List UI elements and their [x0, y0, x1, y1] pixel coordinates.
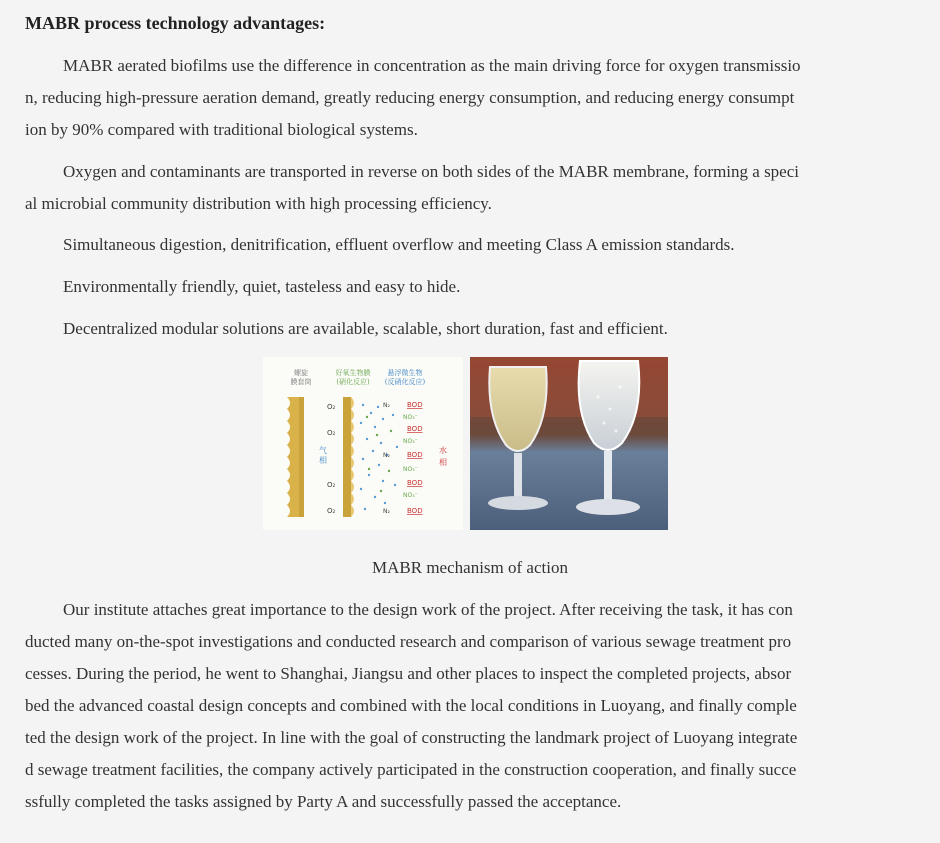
bod-label: BOD: [407, 401, 423, 409]
paragraph-line: al microbial community distribution with high processing efficiency.: [25, 194, 492, 213]
label-col2-line2: (硝化反应): [336, 378, 370, 386]
mabr-mechanism-diagram: [263, 357, 463, 530]
label-col3-line1: 悬浮微生物: [387, 369, 423, 377]
gas-phase-label-2: 相: [319, 456, 327, 465]
o2-label: O₂: [327, 507, 336, 515]
bod-label: BOD: [407, 479, 423, 487]
n2-label: N₂: [383, 402, 390, 409]
paragraph-line: n, reducing high-pressure aeration demand, greatly reducing energy consumption, and reducing energy consumpt: [25, 88, 795, 107]
photo-svg: [470, 357, 668, 530]
murky-glass-stem: [514, 453, 522, 499]
no3-label: NO₃⁻: [403, 414, 418, 421]
no3-label: NO₃⁻: [403, 438, 418, 445]
label-col2-line1: 好氧生物膜: [335, 369, 371, 377]
paragraph-line: cesses. During the period, he went to Shanghai, Jiangsu and other places to inspect the completed projects, absor: [25, 664, 792, 683]
paragraph-line: Our institute attaches great importance to the design work of the project. After receiving the task, it has con: [63, 600, 793, 619]
biofilm-band-shape: [343, 397, 351, 517]
paragraph-1: [25, 50, 910, 146]
bod-label: BOD: [407, 451, 423, 459]
paragraph-closing: [25, 594, 910, 818]
o2-label: O₂: [327, 481, 336, 489]
gas-phase-label-1: 气: [319, 446, 327, 455]
diagram-svg: [263, 357, 463, 530]
bod-label: BOD: [407, 425, 423, 433]
paragraph-4: [25, 271, 910, 303]
label-col1-line2: 膜套筒: [290, 378, 312, 386]
water-phase-label-2: 相: [439, 458, 447, 467]
paragraph-line: d sewage treatment facilities, the company actively participated in the construction cooperation, and finally succe: [25, 760, 797, 779]
paragraph-5: [25, 313, 910, 345]
membrane-wall-shape: [299, 397, 304, 517]
paragraph-line: MABR aerated biofilms use the difference in concentration as the main driving force for oxygen transmissio: [63, 56, 801, 75]
paragraph-line: bed the advanced coastal design concepts and combined with the local conditions in Luoyang, and finally comple: [25, 696, 797, 715]
paragraph-line: ted the design work of the project. In line with the goal of constructing the landmark project of Luoyang integrate: [25, 728, 798, 747]
bod-label: BOD: [407, 507, 423, 515]
murky-glass-base: [488, 496, 548, 510]
label-col1-line1: 螺旋: [294, 369, 308, 377]
n2-label: N₂: [383, 508, 390, 515]
biofilm-wave-shape: [351, 397, 354, 517]
water-samples-photo: [470, 357, 668, 530]
paragraph-line: Simultaneous digestion, denitrification, effluent overflow and meeting Class A emission standards.: [63, 235, 735, 254]
clear-glass-stem: [604, 451, 612, 501]
n2-label: N₂: [383, 452, 390, 459]
figure-caption: MABR mechanism of action: [372, 558, 568, 577]
paragraph-2: [25, 156, 910, 220]
paragraph-line: Decentralized modular solutions are available, scalable, short duration, fast and efficient.: [63, 319, 668, 338]
microbe-dots: [360, 404, 398, 510]
no3-label: NO₃⁻: [403, 492, 418, 499]
section-heading: MABR process technology advantages:: [25, 13, 326, 33]
label-col3-line2: (反硝化反应): [384, 378, 426, 386]
clear-glass-base: [576, 499, 640, 515]
membrane-sleeve-shape: [287, 397, 299, 517]
no3-label: NO₃⁻: [403, 466, 418, 473]
paragraph-line: ducted many on-the-spot investigations and conducted research and comparison of various sewage treatment pro: [25, 632, 792, 651]
o2-label: O₂: [327, 429, 336, 437]
paragraph-line: Oxygen and contaminants are transported in reverse on both sides of the MABR membrane, forming a speci: [63, 162, 799, 181]
paragraph-line: Environmentally friendly, quiet, tasteless and easy to hide.: [63, 277, 461, 296]
water-phase-label-1: 水: [439, 446, 447, 455]
paragraph-line: ssfully completed the tasks assigned by Party A and successfully passed the acceptance.: [25, 792, 622, 811]
o2-label: O₂: [327, 403, 336, 411]
paragraph-line: ion by 90% compared with traditional biological systems.: [25, 120, 418, 139]
paragraph-3: [25, 229, 910, 261]
